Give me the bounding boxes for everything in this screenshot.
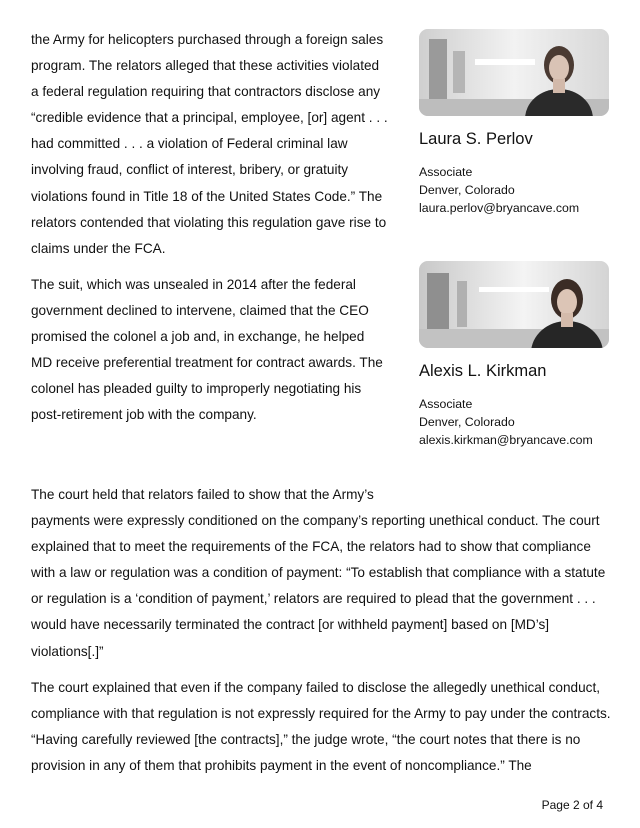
contact-details bbox=[419, 395, 609, 449]
contact-details bbox=[419, 163, 609, 217]
article-paragraph-3 bbox=[31, 482, 611, 665]
contact-card-kirkman bbox=[419, 261, 609, 449]
headshot-photo bbox=[419, 261, 609, 348]
contact-card-perlov bbox=[419, 29, 609, 217]
article-paragraph-1: the Army for helicopters purchased through a foreign sales program. The relators alleged that these activities violated a federal regulation requiring that contractors disclose any “credible evidence that a principal, employee, [or] agent . . . had committed . . . a violation of Federal criminal law involving fraud, conflict of interest, bribery, or gratuity violations found in Title 18 of the United States Code.” The relators contended that violating this regulation gave rise to claims under the FCA. bbox=[31, 32, 388, 256]
article-column-wide bbox=[31, 482, 611, 779]
article-paragraph-3-rest: payments were expressly conditioned on the company’s reporting unethical conduct. The court explained that to meet the requirements of the FCA, the relators had to show that compliance with a law or regulation was a condition of payment: “To establish that compliance with a statute or regulation is a ‘condition of payment,’ relators are required to plead that the government . . . would have necessarily terminated the contract [or withheld payment] based on [MD’s] violations[.]” bbox=[31, 513, 606, 659]
contact-name: Laura S. Perlov bbox=[419, 130, 533, 148]
article-column-narrow bbox=[31, 27, 389, 428]
contact-name: Alexis L. Kirkman bbox=[419, 362, 547, 380]
contact-location: Denver, Colorado bbox=[419, 183, 515, 197]
contact-location: Denver, Colorado bbox=[419, 415, 515, 429]
contact-title: Associate bbox=[419, 397, 473, 411]
page-number: Page 2 of 4 bbox=[541, 798, 603, 812]
article-paragraph-3-first-line: The court held that relators failed to show that the Army’s bbox=[31, 487, 374, 502]
article-paragraph-4: The court explained that even if the company failed to disclose the allegedly unethical conduct, compliance with that regulation is not expressly required for the Army to pay under the contracts. “Having carefully reviewed [the contracts],” the judge wrote, “the court notes that there is no provision in any of them that prohibits payment in the event of noncompliance.” The bbox=[31, 679, 611, 773]
contact-email[interactable]: laura.perlov@bryancave.com bbox=[419, 201, 580, 215]
contact-title: Associate bbox=[419, 165, 473, 179]
headshot-photo bbox=[419, 29, 609, 116]
contact-email[interactable]: alexis.kirkman@bryancave.com bbox=[419, 433, 593, 447]
article-paragraph-2: The suit, which was unsealed in 2014 after the federal government declined to intervene, claimed that the CEO promised the colonel a job and, in exchange, he helped MD receive preferential treatment for contract awards. The colonel has pleaded guilty to improperly negotiating his post-retirement job with the company. bbox=[31, 276, 383, 423]
